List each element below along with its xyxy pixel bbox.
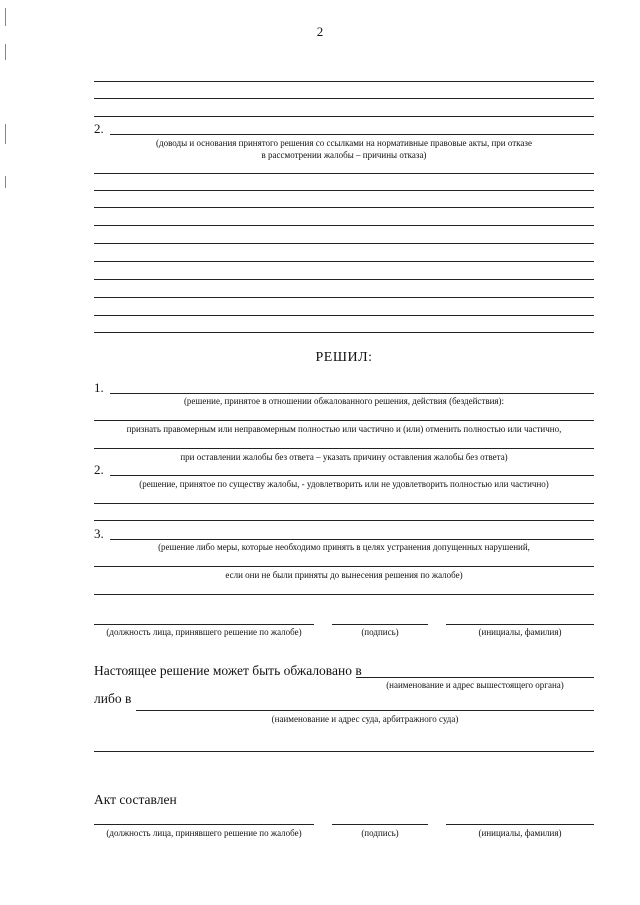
signature2-position-caption: (должность лица, принявшего решение по жалобе)	[106, 828, 302, 838]
scan-mark	[5, 8, 6, 26]
decision-item3-caption: (решение либо меры, которые необходимо принять в целях устранения допущенных нарушений,	[158, 542, 530, 552]
section2-fill-line[interactable]	[110, 134, 594, 135]
fill-line[interactable]	[94, 566, 594, 567]
signature1-name-line[interactable]	[446, 624, 594, 625]
signature1-position-caption: (должность лица, принявшего решение по жалобе)	[106, 627, 302, 637]
fill-line[interactable]	[94, 81, 594, 82]
fill-line[interactable]	[94, 279, 594, 280]
fill-line[interactable]	[94, 751, 594, 752]
signature2-signature-line[interactable]	[332, 824, 428, 825]
decision-item1-fill-line[interactable]	[110, 393, 594, 394]
fill-line[interactable]	[94, 190, 594, 191]
decision-item2-number: 2.	[94, 462, 104, 477]
page-number: 2	[316, 24, 324, 39]
decision-item3-caption: если они не были приняты до вынесения решения по жалобе)	[225, 570, 463, 580]
fill-line[interactable]	[94, 173, 594, 174]
appeal-court-caption: (наименование и адрес суда, арбитражного суда)	[271, 714, 459, 724]
fill-line[interactable]	[94, 116, 594, 117]
fill-line[interactable]	[94, 420, 594, 421]
decision-item1-caption: признать правомерным или неправомерным полностью или частично и (или) отменить полностью или частично,	[126, 424, 562, 434]
appeal-authority-line[interactable]	[356, 677, 594, 678]
fill-line[interactable]	[94, 207, 594, 208]
decision-item3-number: 3.	[94, 526, 104, 541]
section2-number: 2.	[94, 121, 104, 136]
fill-line[interactable]	[94, 520, 594, 521]
appeal-or-label: либо в	[94, 691, 132, 706]
fill-line[interactable]	[94, 503, 594, 504]
fill-line[interactable]	[94, 297, 594, 298]
signature2-signature-caption: (подпись)	[361, 828, 399, 838]
decision-item1-caption: при оставлении жалобы без ответа – указать причину оставления жалобы без ответа)	[180, 452, 508, 462]
signature1-position-line[interactable]	[94, 624, 314, 625]
scan-mark	[5, 124, 6, 144]
signature2-position-line[interactable]	[94, 824, 314, 825]
decision-item2-caption: (решение, принятое по существу жалобы, - удовлетворить или не удовлетворить полностью или частично)	[139, 479, 549, 489]
section2-caption: в рассмотрении жалобы – причины отказа)	[261, 150, 427, 160]
appeal-court-line[interactable]	[136, 710, 594, 711]
decision-item1-number: 1.	[94, 380, 104, 395]
signature1-signature-caption: (подпись)	[361, 627, 399, 637]
appeal-text: Настоящее решение может быть обжаловано в	[94, 663, 362, 678]
appeal-authority-caption: (наименование и адрес вышестоящего органа)	[386, 680, 564, 690]
scan-mark	[5, 44, 6, 60]
signature1-signature-line[interactable]	[332, 624, 428, 625]
fill-line[interactable]	[94, 594, 594, 595]
decision-item3-fill-line[interactable]	[110, 539, 594, 540]
decision-heading: РЕШИЛ:	[315, 350, 373, 365]
fill-line[interactable]	[94, 261, 594, 262]
decision-item2-fill-line[interactable]	[110, 475, 594, 476]
act-label: Акт составлен	[94, 792, 177, 807]
signature2-name-caption: (инициалы, фамилия)	[478, 828, 562, 838]
scan-mark	[5, 176, 6, 188]
section2-caption: (доводы и основания принятого решения со ссылками на нормативные правовые акты, при отказе	[156, 138, 532, 148]
signature2-name-line[interactable]	[446, 824, 594, 825]
fill-line[interactable]	[94, 448, 594, 449]
signature1-name-caption: (инициалы, фамилия)	[478, 627, 562, 637]
fill-line[interactable]	[94, 243, 594, 244]
decision-item1-caption: (решение, принятое в отношении обжалованного решения, действия (бездействия):	[183, 396, 505, 406]
fill-line[interactable]	[94, 332, 594, 333]
fill-line[interactable]	[94, 225, 594, 226]
fill-line[interactable]	[94, 98, 594, 99]
fill-line[interactable]	[94, 315, 594, 316]
